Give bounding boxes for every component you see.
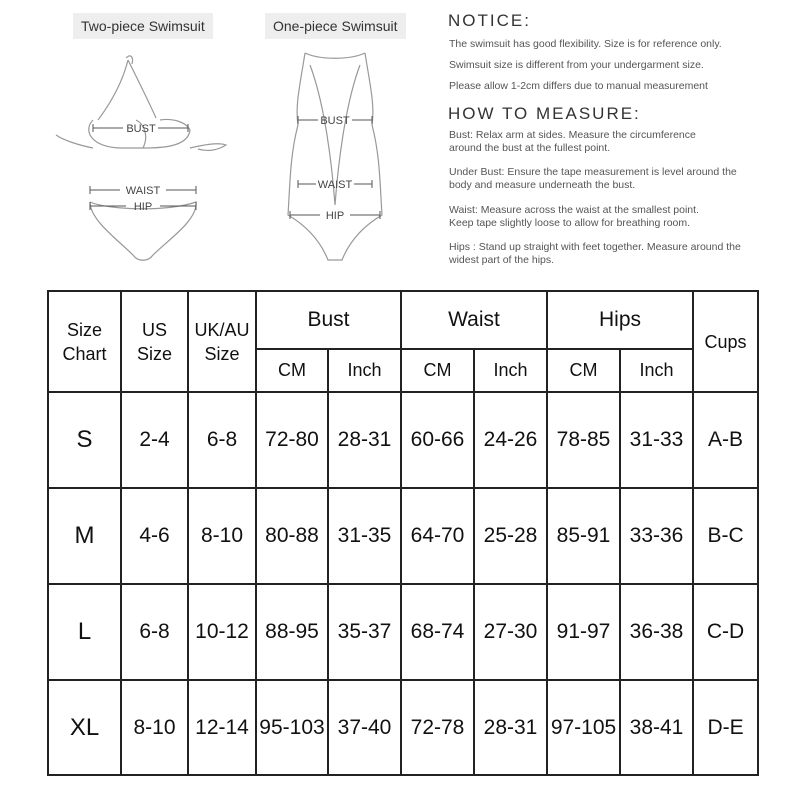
cell-waist-cm: 68-74 — [401, 584, 474, 680]
header-waist: Waist — [401, 291, 547, 349]
header-size-chart: Size Chart — [48, 291, 121, 392]
cell-us: 2-4 — [121, 392, 188, 488]
cell-size: M — [48, 488, 121, 584]
cell-us: 4-6 — [121, 488, 188, 584]
notice-line: The swimsuit has good flexibility. Size is for reference only. — [449, 38, 722, 50]
measure-item-hips: Hips : Stand up straight with feet together. Measure around the widest part of the hips. — [449, 241, 741, 266]
header-us-size: US Size — [121, 291, 188, 392]
one-piece-illustration — [280, 45, 390, 265]
cell-bust-cm: 95-103 — [256, 680, 328, 775]
cell-waist-cm: 72-78 — [401, 680, 474, 775]
cell-hips-inch: 38-41 — [620, 680, 693, 775]
cell-bust-inch: 31-35 — [328, 488, 401, 584]
cell-bust-cm: 80-88 — [256, 488, 328, 584]
cell-bust-inch: 35-37 — [328, 584, 401, 680]
notice-line: Please allow 1-2cm differs due to manual measurement — [449, 80, 708, 92]
cell-hips-cm: 78-85 — [547, 392, 620, 488]
cell-size: S — [48, 392, 121, 488]
cell-us: 6-8 — [121, 584, 188, 680]
cell-waist-inch: 28-31 — [474, 680, 547, 775]
cell-us: 8-10 — [121, 680, 188, 775]
cell-waist-inch: 27-30 — [474, 584, 547, 680]
subheader-bust-cm: CM — [256, 349, 328, 392]
header-cups: Cups — [693, 291, 758, 392]
size-chart-table — [47, 290, 759, 776]
one-piece-hip-label: HIP — [325, 210, 345, 222]
subheader-waist-cm: CM — [401, 349, 474, 392]
cell-ukau: 6-8 — [188, 392, 256, 488]
cell-waist-cm: 60-66 — [401, 392, 474, 488]
cell-hips-inch: 36-38 — [620, 584, 693, 680]
subheader-hips-inch: Inch — [620, 349, 693, 392]
cell-hips-cm: 85-91 — [547, 488, 620, 584]
cell-bust-cm: 72-80 — [256, 392, 328, 488]
two-piece-bust-label: BUST — [126, 123, 156, 135]
notice-title: NOTICE: — [448, 11, 531, 30]
cell-waist-inch: 24-26 — [474, 392, 547, 488]
cell-waist-inch: 25-28 — [474, 488, 547, 584]
cell-ukau: 8-10 — [188, 488, 256, 584]
table-row — [48, 680, 758, 775]
cell-hips-cm: 91-97 — [547, 584, 620, 680]
header-bust: Bust — [256, 291, 401, 349]
cell-hips-inch: 33-36 — [620, 488, 693, 584]
measure-item-bust: Bust: Relax arm at sides. Measure the circumference around the bust at the fullest point. — [449, 129, 696, 154]
table-row — [48, 488, 758, 584]
two-piece-waist-label: WAIST — [125, 185, 161, 197]
two-piece-illustration — [48, 50, 238, 265]
cell-cups: B-C — [693, 488, 758, 584]
cell-ukau: 12-14 — [188, 680, 256, 775]
cell-ukau: 10-12 — [188, 584, 256, 680]
one-piece-title: One-piece Swimsuit — [265, 13, 406, 39]
cell-hips-inch: 31-33 — [620, 392, 693, 488]
cell-cups: A-B — [693, 392, 758, 488]
cell-waist-cm: 64-70 — [401, 488, 474, 584]
one-piece-waist-label: WAIST — [317, 179, 353, 191]
notice-line: Swimsuit size is different from your undergarment size. — [449, 59, 704, 71]
how-to-measure-title: HOW TO MEASURE: — [448, 104, 641, 123]
cell-hips-cm: 97-105 — [547, 680, 620, 775]
header-hips: Hips — [547, 291, 693, 349]
cell-size: XL — [48, 680, 121, 775]
cell-cups: D-E — [693, 680, 758, 775]
two-piece-hip-label: HIP — [133, 201, 153, 213]
cell-bust-inch: 37-40 — [328, 680, 401, 775]
subheader-waist-inch: Inch — [474, 349, 547, 392]
measure-item-waist: Waist: Measure across the waist at the smallest point. Keep tape slightly loose to allow for breathing room. — [449, 204, 699, 229]
table-row — [48, 392, 758, 488]
measure-item-under-bust: Under Bust: Ensure the tape measurement is level around the body and measure underneath the bust. — [449, 166, 737, 191]
cell-bust-inch: 28-31 — [328, 392, 401, 488]
one-piece-bust-label: BUST — [320, 115, 350, 127]
cell-cups: C-D — [693, 584, 758, 680]
cell-size: L — [48, 584, 121, 680]
two-piece-title: Two-piece Swimsuit — [73, 13, 213, 39]
subheader-hips-cm: CM — [547, 349, 620, 392]
header-ukau-size: UK/AU Size — [188, 291, 256, 392]
table-row — [48, 584, 758, 680]
cell-bust-cm: 88-95 — [256, 584, 328, 680]
subheader-bust-inch: Inch — [328, 349, 401, 392]
